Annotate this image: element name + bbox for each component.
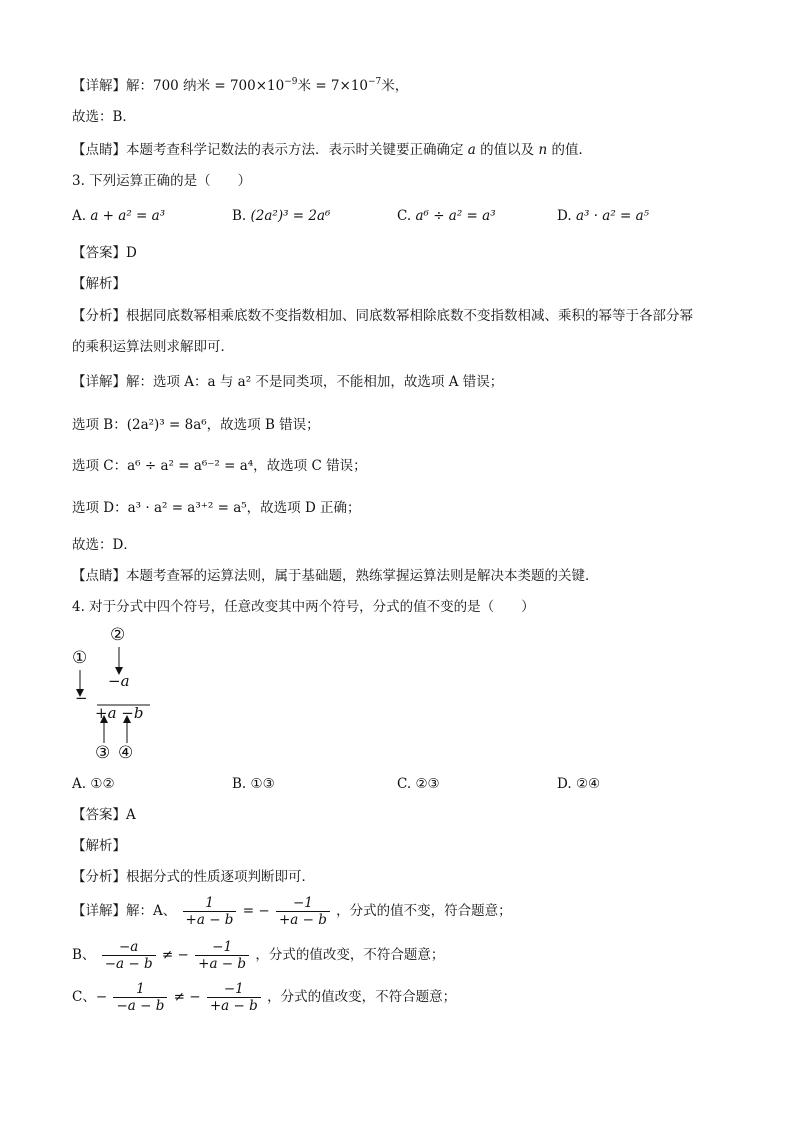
numerator: −1 — [212, 939, 233, 955]
fraction-1 — [102, 939, 156, 972]
numerator: −a — [108, 672, 130, 690]
q4-option-b — [232, 774, 275, 794]
fraction-1 — [113, 981, 167, 1014]
option-label: C. — [397, 776, 412, 792]
denominator: +a − b — [207, 997, 261, 1014]
analysis-sub-tag: 【分析】 — [72, 308, 126, 324]
option-label: B. — [232, 776, 247, 792]
q4-option-c — [397, 774, 440, 794]
var-n: n — [538, 142, 548, 158]
numerator: −a — [118, 939, 139, 955]
q3-detail-a — [72, 372, 503, 392]
q4-detail-a — [72, 894, 512, 928]
numerator: −1 — [223, 981, 244, 997]
answer-value: A — [126, 807, 136, 823]
var-a: a — [467, 142, 476, 158]
exp-a: −9 — [284, 77, 298, 87]
denominator: +a − b — [276, 911, 330, 928]
q3-choose: 故选：D． — [72, 537, 137, 553]
denominator: +a − b — [195, 955, 249, 972]
answer-tag: 【答案】 — [72, 245, 126, 261]
q4-detail-b — [72, 938, 444, 972]
option-label: A. — [72, 776, 87, 792]
detail-tag: 【详解】 — [72, 903, 126, 919]
q4-option-d — [557, 774, 600, 794]
option-expr: (2a²)³ = 2a⁶ — [250, 208, 331, 224]
option-text: ①③ — [250, 776, 275, 792]
option-expr: a⁶ ÷ a² = a³ — [415, 208, 496, 224]
circle-1-label: ① — [72, 648, 88, 668]
fraction-2 — [276, 895, 330, 928]
option-label: D. — [557, 776, 572, 792]
answer-tag: 【答案】 — [72, 807, 126, 823]
option-label: D. — [557, 208, 572, 224]
eq-part-a: = 700×10 — [214, 78, 285, 94]
circle-4-label: ④ — [118, 743, 134, 763]
choose-line-1: 故选：B． — [72, 109, 136, 125]
q3-analysis-line-1 — [72, 306, 693, 326]
circle-3-label: ③ — [95, 743, 111, 763]
denominator: +a −b — [95, 704, 144, 722]
analysis-sub-tag: 【分析】 — [72, 869, 126, 885]
remark-text: 本题考查幂的运算法则，属于基础题，熟练掌握运算法则是解决本类题的关键． — [126, 568, 599, 584]
relation: ≠ − — [173, 989, 201, 1005]
q3-remark — [72, 566, 599, 586]
relation: ≠ − — [161, 947, 189, 963]
remark-tag: 【点睛】 — [72, 568, 126, 584]
q4-fraction-diagram — [70, 625, 160, 765]
exp-b: −7 — [368, 77, 382, 87]
q3-analysis-tag: 【解析】 — [72, 276, 126, 292]
q3-detail-b: 选项 B：(2a²)³ = 8a⁶，故选项 B 错误； — [72, 417, 320, 433]
remark-tag: 【点睛】 — [72, 142, 126, 158]
relation: = − — [242, 903, 270, 919]
denominator: −a − b — [113, 997, 167, 1014]
detail-tag: 【详解】 — [72, 78, 126, 94]
q3-option-b — [232, 206, 330, 226]
analysis-text: 根据同底数幂相乘底数不变指数相加、同底数幂相除底数不变指数相减、乘积的幂等于各部分幂 — [126, 308, 693, 324]
analysis-text: 根据分式的性质逐项判断即可． — [126, 869, 315, 885]
detail-line-1 — [72, 72, 408, 96]
q3-option-d — [557, 206, 649, 226]
detail-tag: 【详解】 — [72, 374, 126, 390]
option-text: ①② — [90, 776, 115, 792]
answer-value: D — [126, 245, 137, 261]
option-label: C. — [397, 208, 412, 224]
fraction-2 — [195, 939, 249, 972]
q3-option-a — [72, 206, 165, 226]
denominator: −a − b — [102, 955, 156, 972]
numerator: 1 — [205, 895, 214, 911]
eq-end: 米， — [381, 78, 409, 94]
eq-mid: 米 — [297, 78, 312, 94]
denominator: +a − b — [183, 911, 237, 928]
q3-option-c — [397, 206, 496, 226]
remark-text-c: 的值． — [551, 142, 592, 158]
q3-answer — [72, 243, 137, 263]
option-text: ②③ — [415, 776, 440, 792]
q3-stem: 3. 下列运算正确的是（ ） — [72, 173, 252, 189]
detail-suffix: ，分式的值改变，不符合题意； — [267, 989, 457, 1005]
option-expr: a + a² = a³ — [90, 208, 166, 224]
detail-prefix: 解：A、 — [126, 903, 177, 919]
detail-text: 解：700 纳米 — [126, 78, 211, 94]
option-label: B. — [232, 208, 247, 224]
detail-prefix: B、 — [72, 947, 96, 963]
option-label: A. — [72, 208, 87, 224]
q4-detail-c — [72, 980, 456, 1014]
remark-text-a: 本题考查科学记数法的表示方法．表示时关键要正确确定 — [126, 142, 464, 158]
fraction-1 — [183, 895, 237, 928]
q4-analysis — [72, 867, 315, 887]
q3-detail-d: 选项 D：a³ · a² = a³⁺² = a⁵，故选项 D 正确； — [72, 500, 361, 516]
circle-2-label: ② — [110, 625, 126, 645]
numerator: 1 — [136, 981, 145, 997]
q4-stem: 4. 对于分式中四个符号，任意改变其中两个符号，分式的值不变的是（ ） — [72, 599, 535, 615]
q4-option-a — [72, 774, 115, 794]
detail-suffix: ，分式的值不变，符合题意； — [336, 903, 512, 919]
remark-line-1 — [72, 140, 592, 160]
eq-part-b: = 7×10 — [315, 78, 368, 94]
detail-prefix: C、− — [72, 989, 108, 1005]
detail-text: 解：选项 A：a 与 a² 不是同类项，不能相加，故选项 A 错误； — [126, 374, 504, 390]
q3-analysis-line-2: 的乘积运算法则求解即可． — [72, 339, 234, 355]
option-expr: a³ · a² = a⁵ — [575, 208, 650, 224]
outer-sign: − — [75, 689, 88, 707]
remark-text-b: 的值以及 — [480, 142, 535, 158]
detail-suffix: ，分式的值改变，不符合题意； — [255, 947, 445, 963]
q4-answer — [72, 805, 136, 825]
fraction-2 — [207, 981, 261, 1014]
option-text: ②④ — [575, 776, 601, 792]
q4-analysis-tag: 【解析】 — [72, 838, 126, 854]
q3-detail-c: 选项 C：a⁶ ÷ a² = a⁶⁻² = a⁴，故选项 C 错误； — [72, 458, 367, 474]
numerator: −1 — [292, 895, 313, 911]
